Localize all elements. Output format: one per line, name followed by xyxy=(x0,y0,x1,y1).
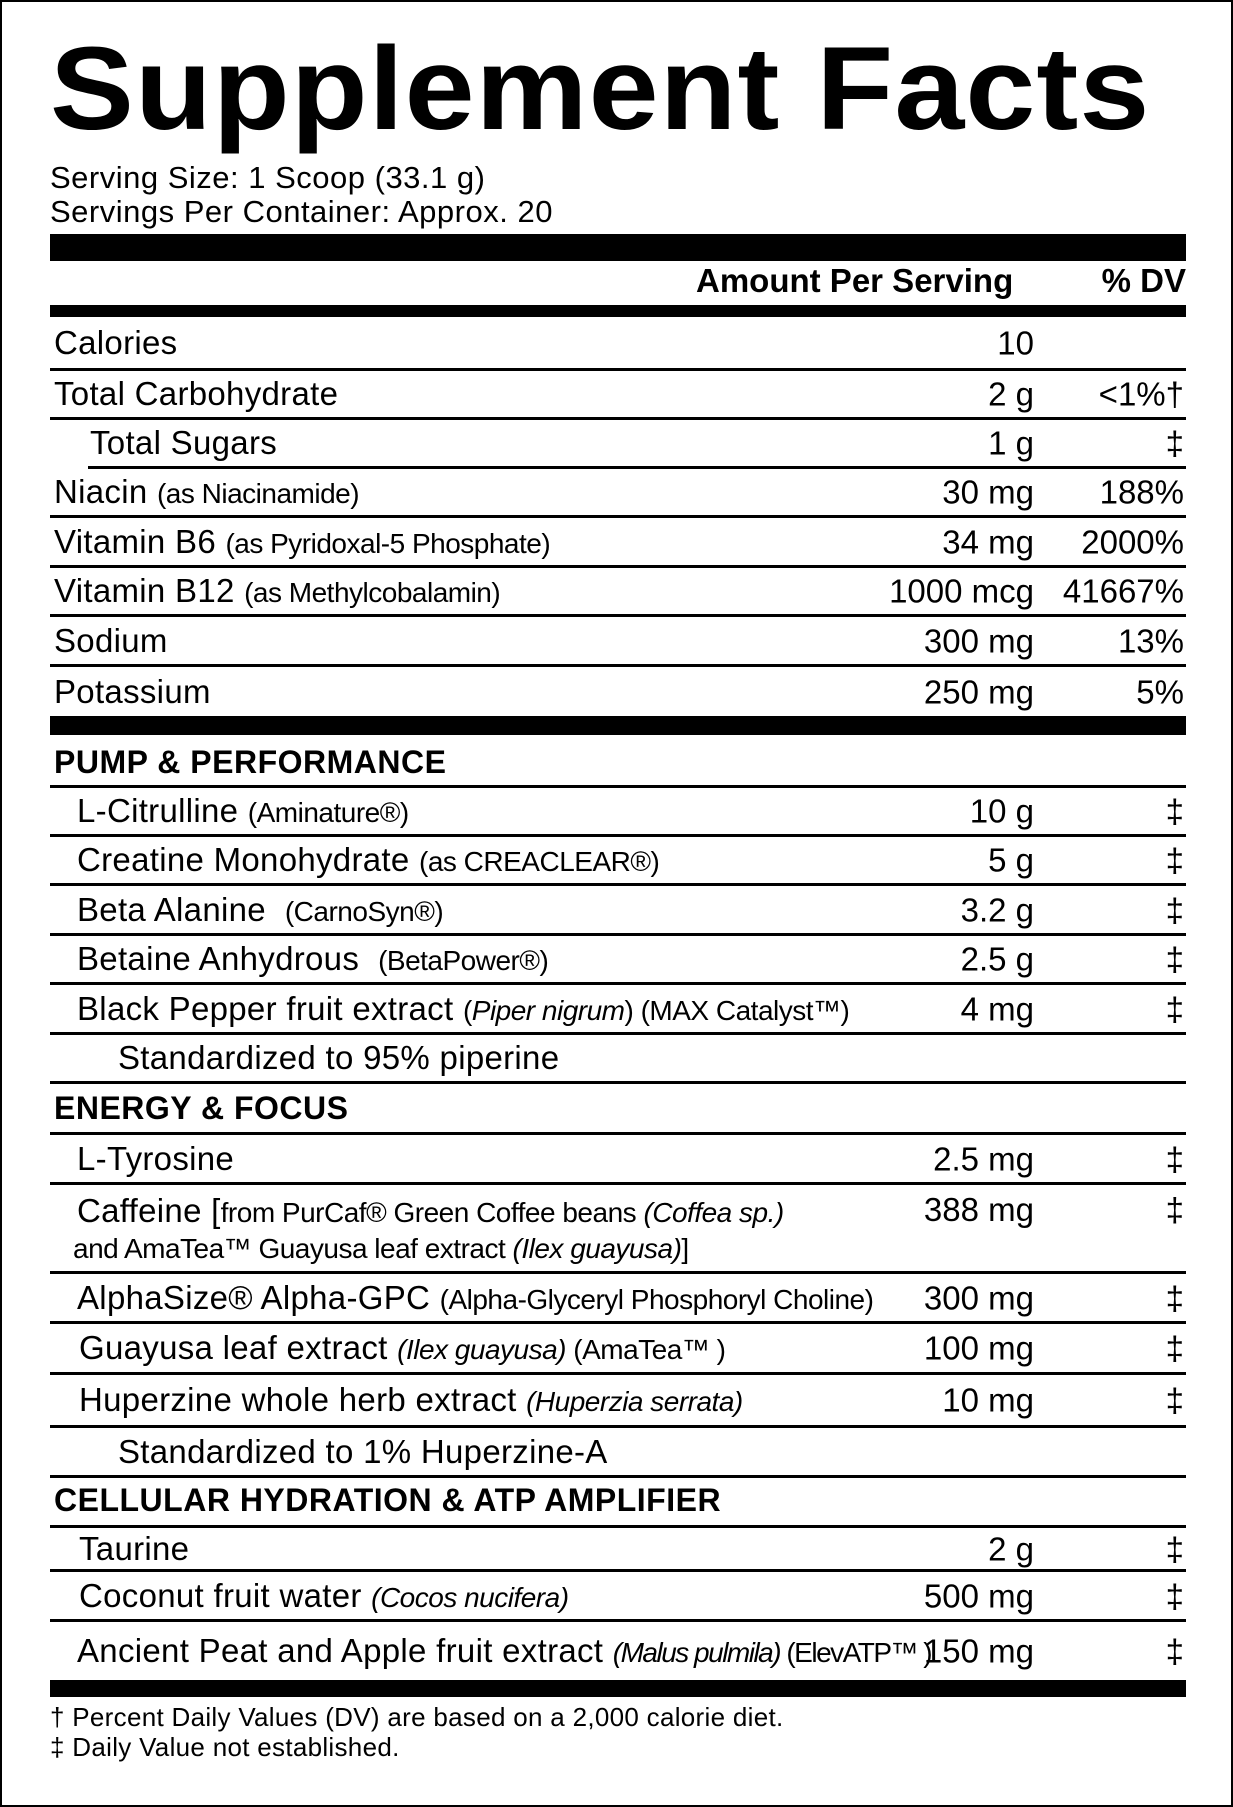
ingredient-name: Beta Alanine (CarnoSyn®) xyxy=(77,890,444,928)
table-row xyxy=(50,936,1186,985)
thick-divider-bottom xyxy=(50,1680,1186,1697)
ingredient-amount: 150 mg xyxy=(923,1632,1034,1670)
ingredient-dv: ‡ xyxy=(1165,792,1184,830)
ingredient-name: Huperzine whole herb extract (Huperzia serrata) xyxy=(79,1381,743,1419)
footnote-dv: † Percent Daily Values (DV) are based on a 2,000 calorie diet. xyxy=(50,1702,784,1732)
nutrient-dv: 13% xyxy=(1117,622,1184,659)
table-row xyxy=(50,617,1186,667)
ingredient-name: L-Citrulline (Aminature®) xyxy=(77,792,409,830)
thick-divider-middle xyxy=(50,716,1186,735)
nutrient-name: Calories xyxy=(54,323,178,361)
ingredient-amount: 10 mg xyxy=(942,1381,1034,1419)
ingredient-amount: 100 mg xyxy=(923,1329,1034,1367)
ingredient-dv: ‡ xyxy=(1165,891,1184,928)
nutrient-dv: <1%† xyxy=(1098,375,1184,413)
ingredient-dv: ‡ xyxy=(1165,1279,1184,1316)
nutrient-amount: 250 mg xyxy=(923,673,1034,710)
table-row xyxy=(50,1528,1186,1572)
ingredient-dv: ‡ xyxy=(1165,841,1184,879)
ingredient-amount: 388 mg xyxy=(923,1191,1034,1228)
table-row xyxy=(50,1274,1186,1324)
table-row xyxy=(50,985,1186,1035)
thick-divider-top xyxy=(50,234,1186,261)
table-row xyxy=(50,837,1186,886)
table-row xyxy=(50,317,1186,371)
ingredient-name: L-Tyrosine xyxy=(77,1139,235,1177)
nutrient-amount: 300 mg xyxy=(923,622,1034,659)
ingredient-amount: 500 mg xyxy=(923,1577,1034,1614)
nutrient-name: Total Carbohydrate xyxy=(54,375,339,413)
servings-per-container: Servings Per Container: Approx. 20 xyxy=(50,194,553,229)
nutrient-dv: 188% xyxy=(1099,473,1184,511)
ingredient-name: AlphaSize® Alpha-GPC (Alpha-Glyceryl Phosphoryl Choline) xyxy=(77,1278,874,1316)
serving-size: Serving Size: 1 Scoop (33.1 g) xyxy=(50,160,486,195)
ingredient-standardization: Standardized to 95% piperine xyxy=(118,1039,560,1077)
table-row xyxy=(50,568,1186,617)
section-title-cellular-hydration: CELLULAR HYDRATION & ATP AMPLIFIER xyxy=(54,1482,722,1518)
nutrient-name: Sodium xyxy=(54,621,168,659)
table-row xyxy=(88,420,1186,469)
ingredient-amount: 2.5 mg xyxy=(933,1140,1034,1177)
nutrient-amount: 10 xyxy=(997,324,1034,361)
ingredient-standardization: Standardized to 1% Huperzine-A xyxy=(118,1432,608,1470)
nutrient-dv: 41667% xyxy=(1062,572,1184,610)
medium-divider xyxy=(50,305,1186,317)
ingredient-name: Caffeine [from PurCaf® Green Coffee beans (Coffea sp.) and AmaTea™ Guayusa leaf extract (Ilex guayusa)] xyxy=(73,1192,784,1264)
ingredient-amount: 4 mg xyxy=(960,990,1034,1027)
table-row xyxy=(50,1135,1186,1185)
table-row xyxy=(50,1572,1186,1622)
ingredient-dv: ‡ xyxy=(1165,940,1184,978)
ingredient-name: Ancient Peat and Apple fruit extract (Malus pulmila) (ElevATP™ ) xyxy=(77,1632,932,1670)
nutrient-name: Niacin (as Niacinamide) xyxy=(54,473,360,511)
table-row xyxy=(50,1622,1186,1680)
ingredient-name: Guayusa leaf extract (Ilex guayusa) (AmaTea™ ) xyxy=(79,1329,726,1367)
table-row xyxy=(50,788,1186,837)
ingredient-amount: 3.2 g xyxy=(960,891,1034,928)
ingredient-name: Black Pepper fruit extract (Piper nigrum) (MAX Catalyst™) xyxy=(77,989,850,1027)
amount-header: Amount Per Serving xyxy=(696,262,1014,299)
footnote-not-established: ‡ Daily Value not established. xyxy=(50,1732,400,1762)
ingredient-amount: 300 mg xyxy=(923,1279,1034,1316)
ingredient-amount: 2 g xyxy=(988,1530,1034,1567)
ingredient-name: Taurine xyxy=(79,1529,190,1567)
nutrient-amount: 30 mg xyxy=(942,473,1034,511)
nutrient-name: Vitamin B6 (as Pyridoxal-5 Phosphate) xyxy=(54,522,551,560)
panel-title: Supplement Facts xyxy=(50,23,1151,155)
table-row xyxy=(50,371,1186,420)
nutrient-amount: 34 mg xyxy=(942,523,1034,560)
ingredient-name: Betaine Anhydrous (BetaPower®) xyxy=(77,940,549,978)
table-row xyxy=(50,1185,1186,1274)
table-row xyxy=(50,1324,1186,1375)
section-title-pump-performance: PUMP & PERFORMANCE xyxy=(54,744,447,780)
ingredient-dv: ‡ xyxy=(1165,1632,1184,1670)
table-row xyxy=(50,518,1186,568)
ingredient-amount: 5 g xyxy=(988,841,1034,879)
table-row xyxy=(50,886,1186,936)
dv-header: % DV xyxy=(1101,262,1186,299)
ingredient-dv: ‡ xyxy=(1165,1530,1184,1567)
table-row xyxy=(50,469,1186,518)
table-row xyxy=(50,667,1186,716)
nutrient-name: Total Sugars xyxy=(90,424,278,462)
ingredient-dv: ‡ xyxy=(1165,1191,1184,1228)
nutrient-name: Potassium xyxy=(54,672,211,710)
nutrient-amount: 1 g xyxy=(988,424,1034,462)
nutrient-amount: 2 g xyxy=(988,375,1034,413)
ingredient-amount: 2.5 g xyxy=(960,940,1034,978)
ingredient-dv: ‡ xyxy=(1165,1329,1184,1367)
nutrient-amount: 1000 mcg xyxy=(889,572,1034,610)
section-title-energy-focus: ENERGY & FOCUS xyxy=(54,1090,349,1126)
ingredient-dv: ‡ xyxy=(1165,1140,1184,1177)
ingredient-amount: 10 g xyxy=(969,792,1034,830)
ingredient-name: Coconut fruit water (Cocos nucifera) xyxy=(79,1576,569,1614)
table-row-sub xyxy=(50,1035,1186,1084)
table-row-sub xyxy=(50,1428,1186,1478)
nutrient-name: Vitamin B12 (as Methylcobalamin) xyxy=(54,572,501,610)
nutrient-dv: 2000% xyxy=(1081,523,1184,560)
table-row xyxy=(50,1375,1186,1428)
ingredient-dv: ‡ xyxy=(1165,1577,1184,1614)
ingredient-dv: ‡ xyxy=(1165,990,1184,1027)
ingredient-name: Creatine Monohydrate (as CREACLEAR®) xyxy=(77,841,660,879)
nutrient-dv: ‡ xyxy=(1165,424,1184,462)
nutrient-dv: 5% xyxy=(1136,673,1184,710)
ingredient-dv: ‡ xyxy=(1165,1381,1184,1419)
